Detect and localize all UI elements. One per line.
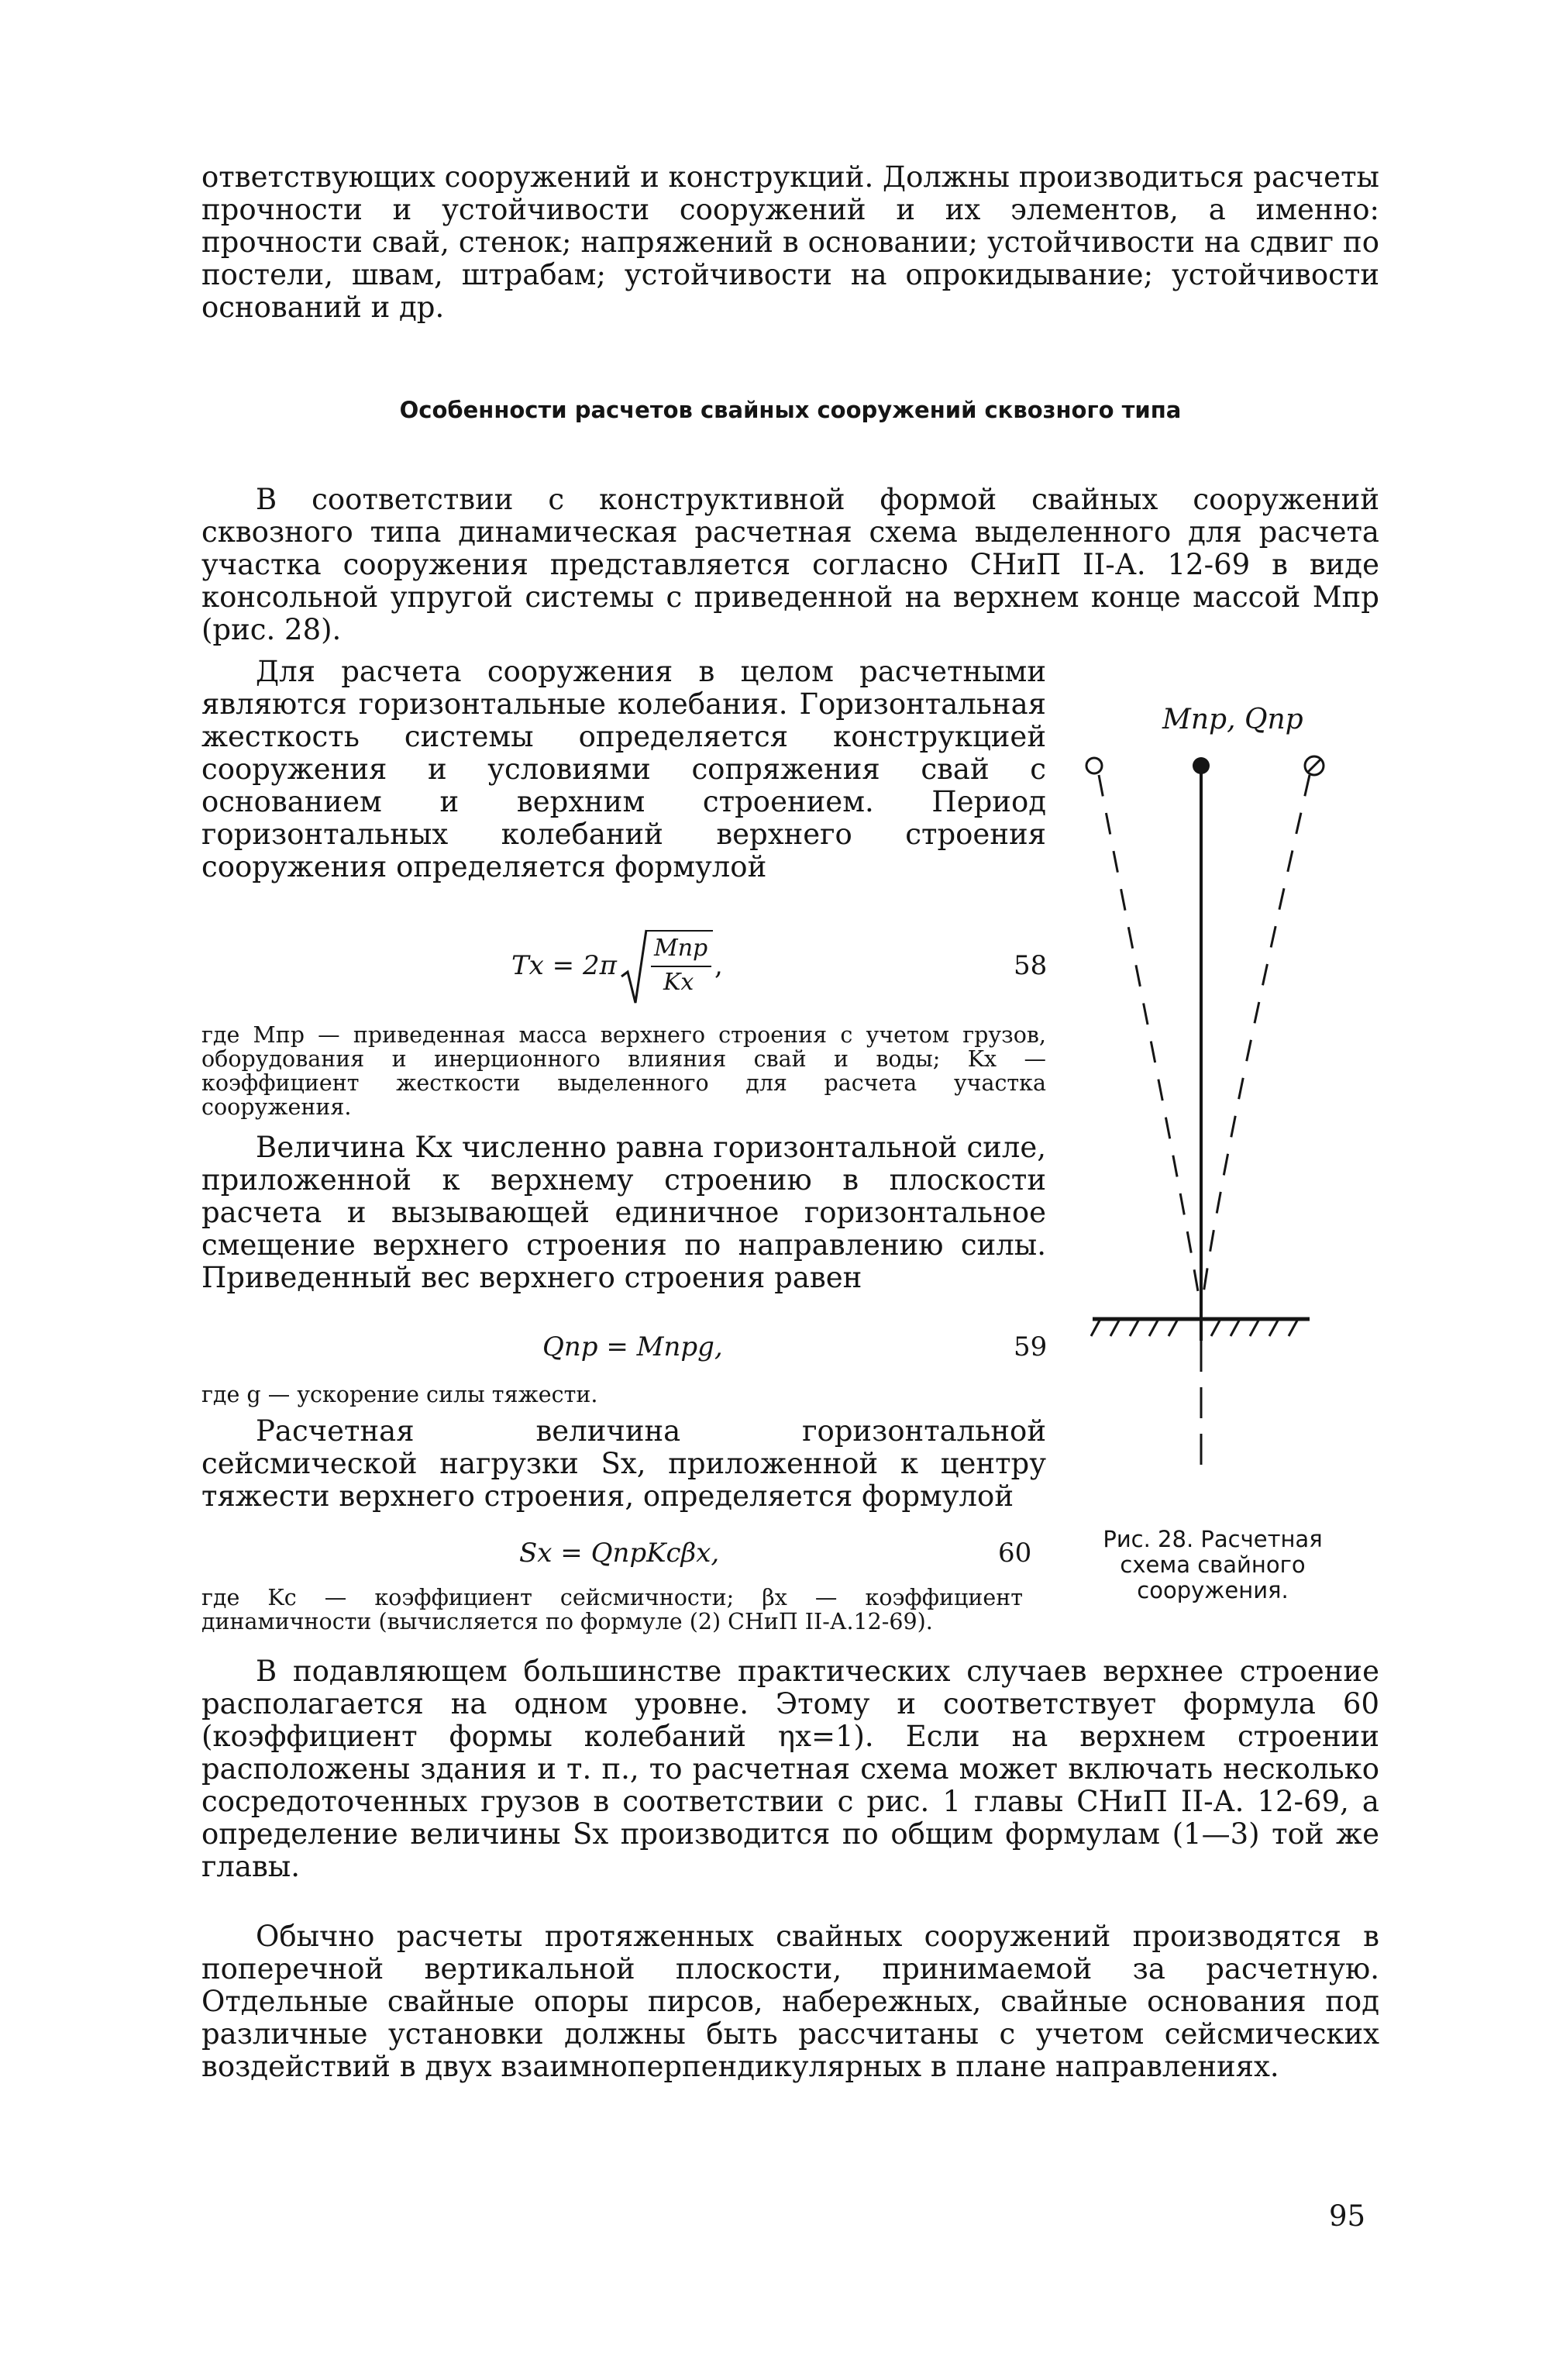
formula-58-lhs: Tx = 2π <box>511 950 617 981</box>
formula-58 <box>511 922 1054 1015</box>
paragraph-continuation: ответствующих сооружений и конструкций. Должны производиться расчеты прочности и устойчивости сооружений и их элементов, а именно: прочности свай, стенок; напряжений в основании; устойчивости на сдвиг по постели, швам, штрабам; устойчивости на опрокидывание; устойчивости оснований и др. <box>201 160 1379 324</box>
formula-58-numerator: Mпр <box>654 935 708 962</box>
note-formula-59: где g — ускорение силы тяжести. <box>201 1382 598 1407</box>
figure-label: Mпр, Qпр <box>1162 704 1303 735</box>
formula-58-comma: , <box>714 950 723 981</box>
figure-28-cantilever-scheme <box>1077 690 1356 1511</box>
mass-left <box>1086 758 1102 773</box>
equation-number-58: 58 <box>1014 950 1048 981</box>
note-formula-58: где Mпр — приведенная масса верхнего строения с учетом грузов, оборудования и инерционного влияния свай и воды; Kx — коэффициент жесткости выделенного для расчета участка сооружения. <box>201 1022 1046 1120</box>
mass-right-hatch <box>1308 759 1320 772</box>
equation-number-59: 59 <box>1014 1331 1048 1362</box>
paragraph-seismic-load: Расчетная величина горизонтальной сейсмической нагрузки Sx, приложенной к центру тяжести верхнего строения, определяется формулой <box>201 1414 1046 1513</box>
ground-hatching <box>1091 1319 1298 1336</box>
section-heading: Особенности расчетов свайных сооружений сквозного типа <box>399 397 1182 423</box>
formula-59: Qпр = Mпрg, <box>542 1331 723 1362</box>
radical-bar <box>646 930 713 932</box>
deflection-left <box>1099 775 1201 1310</box>
paragraph-stiffness: Величина Kx численно равна горизонтальной силе, приложенной к верхнему строению в плоскости расчета и вызывающей единичное горизонтальное смещение верхнего строения по направлению силы. Приведенный вес верхнего строения равен <box>201 1131 1046 1294</box>
paragraph-calc-planes: Обычно расчеты протяженных свайных сооружений производятся в поперечной вертикальной плоскости, принимаемой за расчетную. Отдельные свайные опоры пирсов, набережных, свайные основания под различные установки должны быть рассчитаны с учетом сейсмических воздействий в двух взаимноперпендикулярных в плане направлениях. <box>201 1920 1379 2083</box>
formula-58-denominator: Kx <box>663 969 694 996</box>
page-number: 95 <box>1329 2199 1366 2233</box>
note-formula-60: где Kc — коэффициент сейсмичности; βx — коэффициент динамичности (вычисляется по формуле (2) СНиП II-А.12-69). <box>201 1585 1023 1634</box>
figure-caption: Рис. 28. Расчетная схема свайного сооружения. <box>1103 1526 1323 1603</box>
lumped-mass <box>1193 757 1210 774</box>
paragraph-mode-shape: В подавляющем большинстве практических случаев верхнее строение располагается на одном уровне. Этому и соответствует формула 60 (коэффициент формы колебаний ηx=1). Если на верхнем строении расположены здания и т. п., то расчетная схема может включать несколько сосредоточенных грузов в соответствии с рис. 1 главы СНиП II-А. 12-69, а определение величины Sx производится по общим формулам (1—3) той же главы. <box>201 1655 1379 1883</box>
paragraph-intro: В соответствии с конструктивной формой свайных сооружений сквозного типа динамическая расчетная схема выделенного для расчета участка сооружения представляется согласно СНиП II-А. 12-69 в виде консольной упругой системы с приведенной на верхнем конце массой Mпр (рис. 28). <box>201 483 1379 646</box>
radical-sign <box>620 928 648 1006</box>
deflection-right <box>1201 775 1310 1310</box>
paragraph-oscillations: Для расчета сооружения в целом расчетными являются горизонтальные колебания. Горизонтальная жесткость системы определяется конструкцией сооружения и условиями сопряжения свай с основанием и верхним строением. Период горизонтальных колебаний верхнего строения сооружения определяется формулой <box>201 655 1046 883</box>
formula-60: Sx = QпрKcβx, <box>519 1538 720 1569</box>
equation-number-60: 60 <box>998 1538 1032 1569</box>
